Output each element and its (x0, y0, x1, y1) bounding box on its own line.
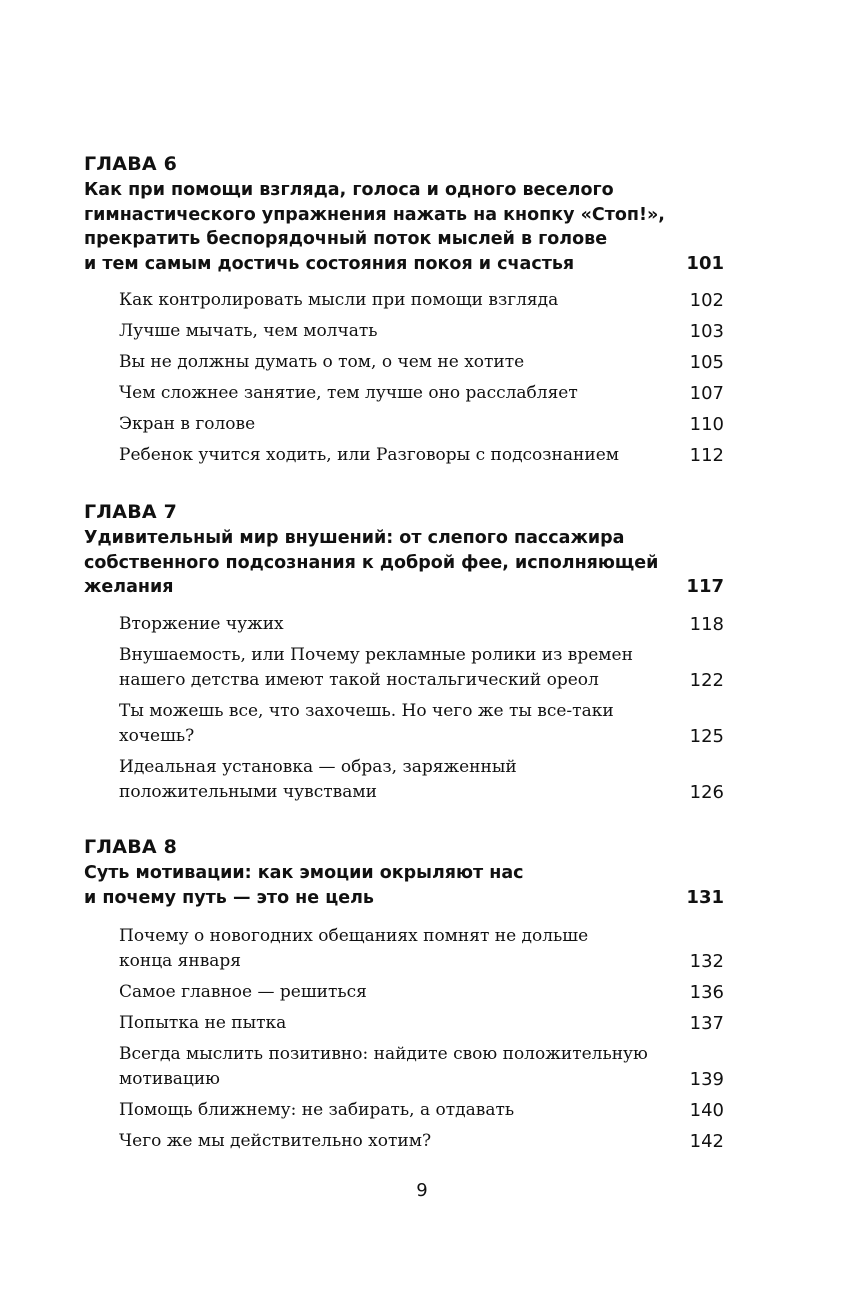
section-list (84, 288, 724, 468)
toc-entry-page: 112 (689, 445, 724, 466)
toc-entry-page: 110 (689, 414, 724, 435)
toc-entry[interactable] (119, 1042, 724, 1092)
toc-entry[interactable] (119, 1098, 724, 1123)
chapter-title[interactable] (84, 178, 724, 276)
toc-entry-page: 118 (689, 613, 724, 635)
chapter-title-line: собственного подсознания к доброй фее, исполняющей (84, 552, 659, 573)
toc-entry-page: 140 (689, 1100, 724, 1121)
toc-entry-page: 137 (689, 1013, 724, 1034)
toc-entry-title: Всегда мыслить позитивно: найдите свою положительную (119, 1044, 648, 1064)
toc-entry-page: 139 (689, 1069, 724, 1090)
toc-entry[interactable] (119, 412, 724, 437)
chapter-title-line: гимнастического упражнения нажать на кнопку «Стоп!», (84, 204, 665, 225)
toc-entry-page: 105 (689, 352, 724, 373)
chapter-7 (84, 500, 724, 805)
toc-entry-page: 142 (689, 1131, 724, 1152)
toc-entry[interactable] (119, 755, 724, 805)
chapter-title-line: и тем самым достичь состояния покоя и счастья (84, 253, 575, 274)
toc-entry-title: Экран в голове (119, 414, 256, 434)
toc-entry-page: 125 (689, 725, 724, 747)
chapter-title-line: желания (84, 577, 174, 597)
chapter-title-line: прекратить беспорядочный поток мыслей в голове (84, 229, 608, 249)
chapter-8 (84, 835, 724, 1154)
toc-entry-title: хочешь? (119, 725, 195, 746)
toc-entry[interactable] (119, 319, 724, 344)
toc-entry[interactable] (119, 288, 724, 313)
chapter-page-number: 131 (686, 886, 724, 908)
toc-entry-title: положительными чувствами (119, 781, 377, 802)
toc-entry-page: 102 (689, 290, 724, 311)
toc-entry[interactable] (119, 643, 724, 693)
toc-entry[interactable] (119, 1129, 724, 1154)
toc-entry-title: Чем сложнее занятие, тем лучше оно расслабляет (119, 383, 578, 403)
toc-entry-title: Самое главное — решиться (119, 982, 367, 1002)
toc-entry-title: Попытка не пытка (119, 1013, 287, 1033)
toc-entry-title: Ребенок учится ходить, или Разговоры с подсознанием (119, 445, 619, 465)
chapter-title[interactable] (84, 861, 724, 910)
toc-entry[interactable] (119, 924, 724, 974)
toc-entry-title: Помощь ближнему: не забирать, а отдавать (119, 1100, 515, 1120)
chapter-title-line: Удивительный мир внушений: от слепого пассажира (84, 528, 625, 548)
toc-entry-title: Ты можешь все, что захочешь. Но чего же ты все-таки (119, 700, 614, 721)
chapter-label: ГЛАВА 8 (84, 836, 178, 858)
toc-entry-title: Как контролировать мысли при помощи взгляда (119, 290, 559, 310)
section-list (84, 612, 724, 805)
toc-entry-page: 103 (689, 321, 724, 342)
chapter-title-line: Как при помощи взгляда, голоса и одного веселого (84, 180, 614, 200)
toc-entry[interactable] (119, 980, 724, 1005)
toc-entry-title: Вторжение чужих (119, 613, 284, 634)
section-list (84, 924, 724, 1154)
chapter-6 (84, 152, 724, 468)
chapter-page-number: 101 (686, 252, 724, 274)
chapter-title-line: Суть мотивации: как эмоции окрыляют нас (84, 863, 524, 883)
toc-entry-title: конца января (119, 951, 242, 971)
toc-entry-title: Почему о новогодних обещаниях помнят не дольше (119, 926, 589, 946)
toc-entry[interactable] (119, 443, 724, 468)
page-number: 9 (416, 1180, 428, 1201)
toc-entry-page: 126 (689, 781, 724, 803)
toc-entry[interactable] (119, 1011, 724, 1036)
toc-entry[interactable] (119, 350, 724, 375)
toc-entry[interactable] (119, 381, 724, 406)
toc-entry[interactable] (119, 612, 724, 637)
toc-entry-title: Лучше мычать, чем молчать (119, 321, 378, 341)
toc-entry-page: 132 (689, 951, 724, 972)
toc-entry-title: мотивацию (119, 1069, 220, 1089)
toc-entry-page: 107 (689, 383, 724, 404)
chapter-page-number: 117 (686, 576, 724, 597)
toc-entry[interactable] (119, 699, 724, 749)
chapter-title-line: и почему путь — это не цель (84, 887, 374, 908)
toc-entry-title: Вы не должны думать о том, о чем не хотите (119, 352, 525, 372)
toc-entry-title: Идеальная установка — образ, заряженный (119, 756, 517, 777)
chapter-label: ГЛАВА 7 (84, 501, 178, 523)
toc-entry-title: Внушаемость, или Почему рекламные ролики из времен (119, 644, 633, 665)
chapter-title[interactable] (84, 526, 724, 600)
toc-entry-title: Чего же мы действительно хотим? (119, 1131, 432, 1151)
toc-entry-page: 122 (689, 669, 724, 691)
chapter-label: ГЛАВА 6 (84, 153, 178, 175)
toc-entry-title: нашего детства имеют такой ностальгический ореол (119, 669, 599, 690)
toc-entry-page: 136 (689, 982, 724, 1003)
